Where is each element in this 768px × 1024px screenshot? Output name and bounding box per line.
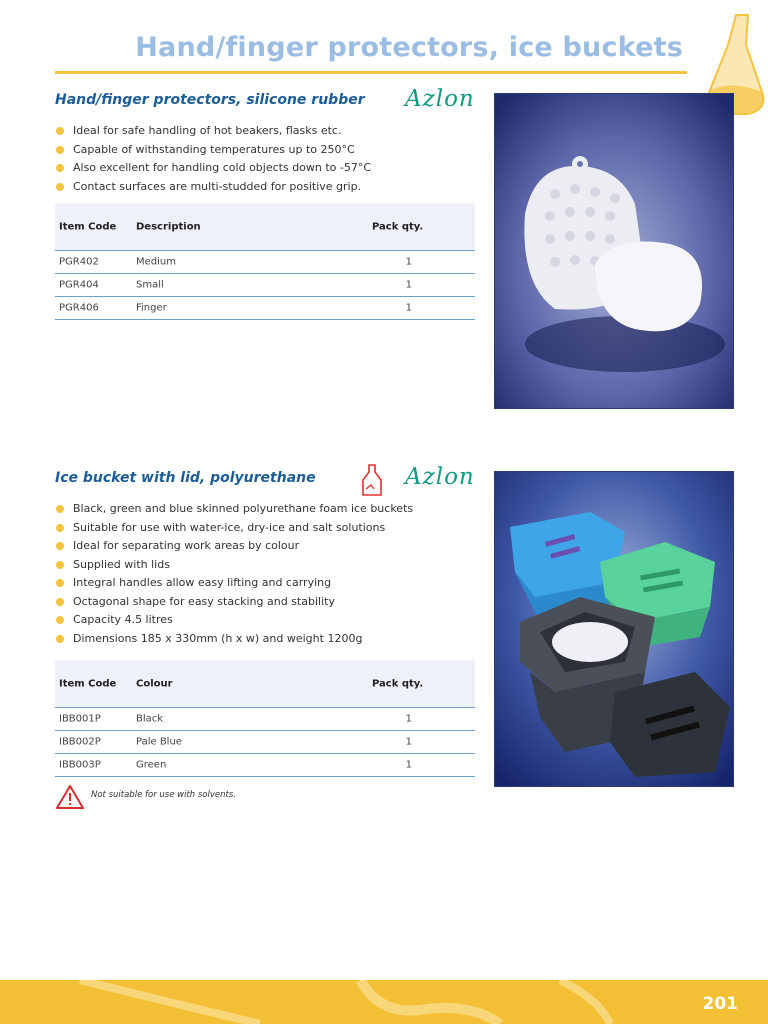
ice-bucket-table bbox=[55, 660, 475, 777]
table-row: PGR404 Small 1 bbox=[55, 274, 475, 297]
list-item: Capable of withstanding temperatures up to 250°C bbox=[55, 141, 371, 160]
page-title: Hand/finger protectors, ice buckets bbox=[135, 32, 683, 63]
page-footer bbox=[0, 980, 768, 1024]
brand-logo: Azlon bbox=[405, 86, 475, 112]
list-item: Capacity 4.5 litres bbox=[55, 611, 413, 630]
list-item: Ideal for separating work areas by colour bbox=[55, 537, 413, 556]
column-header: Item Code bbox=[59, 221, 117, 232]
column-header: Pack qty. bbox=[372, 678, 424, 689]
warning-triangle-icon bbox=[55, 784, 85, 810]
bullet-icon bbox=[56, 524, 64, 532]
table-row: IBB003P Green 1 bbox=[55, 754, 475, 777]
bullet-icon bbox=[56, 542, 64, 550]
list-item: Ideal for safe handling of hot beakers, flasks etc. bbox=[55, 122, 371, 141]
bullet-icon bbox=[56, 561, 64, 569]
list-item: Contact surfaces are multi-studded for positive grip. bbox=[55, 178, 371, 197]
table-header bbox=[55, 660, 475, 708]
table-row: IBB001P Black 1 bbox=[55, 708, 475, 731]
list-item: Octagonal shape for easy stacking and stability bbox=[55, 593, 413, 612]
solvent-bottle-icon bbox=[360, 463, 384, 499]
bullet-icon bbox=[56, 164, 64, 172]
column-header: Description bbox=[136, 221, 201, 232]
list-item: Integral handles allow easy lifting and carrying bbox=[55, 574, 413, 593]
ice-bucket-feature-list bbox=[55, 500, 413, 648]
warning-text: Not suitable for use with solvents. bbox=[91, 790, 236, 800]
table-row: IBB002P Pale Blue 1 bbox=[55, 731, 475, 754]
protector-feature-list bbox=[55, 122, 371, 196]
list-item: Suitable for use with water-ice, dry-ice and salt solutions bbox=[55, 519, 413, 538]
page-number: 201 bbox=[702, 994, 738, 1014]
title-rule bbox=[55, 71, 687, 74]
column-header: Pack qty. bbox=[372, 221, 424, 232]
list-item: Black, green and blue skinned polyurethane foam ice buckets bbox=[55, 500, 413, 519]
list-item: Supplied with lids bbox=[55, 556, 413, 575]
column-header: Item Code bbox=[59, 678, 117, 689]
protector-photo bbox=[494, 93, 734, 409]
bullet-icon bbox=[56, 635, 64, 643]
bullet-icon bbox=[56, 598, 64, 606]
bullet-icon bbox=[56, 127, 64, 135]
bullet-icon bbox=[56, 579, 64, 587]
list-item: Also excellent for handling cold objects down to -57°C bbox=[55, 159, 371, 178]
brand-logo: Azlon bbox=[405, 464, 475, 490]
bullet-icon bbox=[56, 616, 64, 624]
bullet-icon bbox=[56, 146, 64, 154]
table-row: PGR406 Finger 1 bbox=[55, 297, 475, 320]
protector-table bbox=[55, 203, 475, 320]
footer-decoration bbox=[0, 980, 768, 1024]
section-heading-ice-bucket: Ice bucket with lid, polyurethane bbox=[55, 470, 316, 486]
table-header bbox=[55, 203, 475, 251]
table-row: PGR402 Medium 1 bbox=[55, 251, 475, 274]
bullet-icon bbox=[56, 505, 64, 513]
list-item: Dimensions 185 x 330mm (h x w) and weight 1200g bbox=[55, 630, 413, 649]
column-header: Colour bbox=[136, 678, 173, 689]
section-heading-protectors: Hand/finger protectors, silicone rubber bbox=[55, 92, 365, 108]
bullet-icon bbox=[56, 183, 64, 191]
ice-bucket-photo bbox=[494, 471, 734, 787]
